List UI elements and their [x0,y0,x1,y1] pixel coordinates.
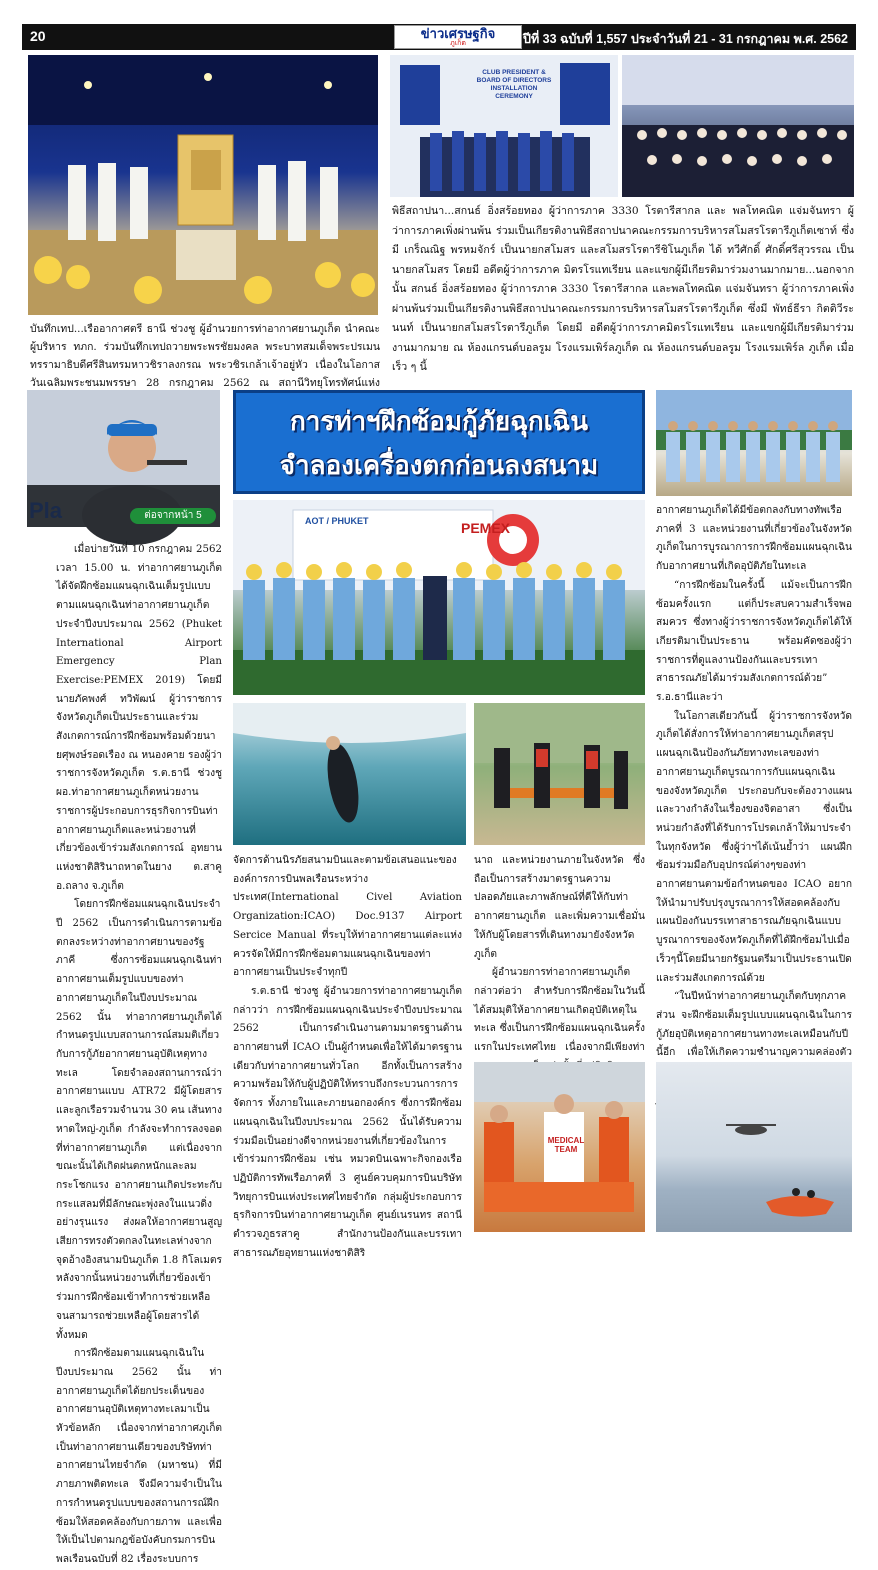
col3-paragraph: ผู้อำนวยการท่าอากาศยานภูเก็ตกล่าวต่อว่า สำหรับการฝึกซ้อมในวันนี้ได้สมมุติให้อากาศยานเกิดอุบัติเหตุในทะเล ซึ่งเป็นการฝึกซ้อมแผนฉุกเฉินครั้งแรกในประเทศไทย เนื่องจากมีเพียงท่า [474,967,645,1054]
col4-paragraph: “ในปีหน้าท่าอากาศยานภูเก็ตกับทุกภาคส่วน จะฝึกซ้อมเต็มรูปแบบแผนฉุกเฉินในการกู้ภัยอุบัติเหตุอากาศยานทางทะเลเหมือนกับปีนี้อีก เพื่อให้เกิดความชำนาญความคล่องตัว [656,991,852,1059]
col1-paragraph: เมื่อบ่ายวันที่ 10 กรกฎาคม 2562 เวลา 15.00 น. ท่าอากาศยานภูเก็ตได้จัดฝึกซ้อมแผนฉุกเฉินเต็มรูปแบบตามแผนฉุกเฉินท่าอากาศยานภูเก็ตประจำปีงบประมาณ 2562 (Phuket International Airport Emergency Plan Exercise:PEMEX 2019) โดยมีนายภัคพงศ์ ทวิพัฒน์ ผู้ว่าราชการจังหวัดภูเก็ตเป็นประธานและร่วมสังเกตการณ์การฝึกซ้อมพร้อมด้วยนายศุพงษ์รอดเรือง ณ หนองคาย รองผู้ว่าราชการจังหวัดภูเก็ต ร.ต.ธานี ช่วงชู ผอ.ท่าอากาศยานภูเก็ตหน่วยงานราชการผู้ประกอบการธุรกิจการบินท่าอากาศยานภูเก็ตและหน่วยงานที่เกี่ยวข้องเข้าร่วมสังเกตการณ์ อุทยานแห่งชาติสิรินาถหาดในยาง ต.สาคู อ.ถลาง จ.ภูเก็ต [56,544,222,892]
rescue-team-art [656,390,852,496]
article-column-3 [474,852,645,1062]
logo-subtext: ภูเก็ต [450,40,466,47]
rotary-photo-stage [390,55,618,197]
headline-line-1: การท่าฯฝึกซ้อมกู้ภัยฉุกเฉิน [290,407,588,437]
article-column-1 [56,541,222,1565]
rotary-caption-text: พิธีสถาปนา...สกนธ์ อิ่งสร้อยทอง ผู้ว่าการภาค 3330 โรตารีสากล และ พลโทคณิต แจ่มจันทรา ผู้ว่าการภาคเพิ่งผ่านพ้น ร่วมเป็นเกียรติงานพิธีสถาปนาคณะกรรมการบริหารสโมสรโรตารีภูเก็ตเซาท์ ซึ่งมี เกร็ณณิฐ พรหมจักร์ เป็นนายกสโมสร และสโมสรโรตารีชิโนภูเก็ต ได้ ทวีศักดิ์ ศักดิ์ศรีสุวรรณ เป็นนายกสโมสร โดยมี อดีตผู้ว่าการภาค มิตรโรแทเรียน และแขกผู้มีเกียรติมาร่วมงานมากมาย...นอกจากนั้น สกนธ์ อิ่งสร้อยทอง ผู้ว่าการภาค 3330 โรตารีสากล และพลโทคณิต แจ่มจันทรา ผู้ว่าการภาคเพิ่งผ่านพ้นร่วมเป็นเกียรติงานพิธีสถาปนาคณะกรรมการบริหารสโมสรโรตารีภูเก็ต ซึ่งมี พัทธ์ธีรา กิตติวีระนนท์ เป็นนายกสโมสรโรตารีภูเก็ต โดยมี อดีตผู้ว่าการภาคมิตรโรแทเรียน และแขกผู้มีเกียรติมาร่วมงานมากมาย ณ ห้องแกรนด์บอลรูม โรงแรมเพิร์ลภูเก็ต ณ ห้องแกรนด์บอลรูม โรงแรมเพิร์ล ภูเก็ต เมื่อเร็ว ๆ นี้ [392,205,854,373]
ceremony-caption-text: บันทึกเทป...เรืออากาศตรี ธานี ช่วงชู ผู้อำนวยการท่าอากาศยานภูเก็ต นำคณะผู้บริหาร ทภก. ร่วมบันทึกเทปถวายพระพรชัยมงคล พระบาทสมเด็จพระปรเมนทรรามาธิบดีศรีสินทรมหาวชิราลงกรณ พระวชิรเกล้าเจ้าอยู่หัว เนื่องในโอกาสวันเฉลิมพระชนมพรรษา 28 กรกฎาคม 2562 ณ สถานีวิทยุโทรทัศน์แห่ง [30,323,380,389]
stretcher-photo [474,703,645,845]
continue-tag [130,508,216,524]
col2-paragraph: ร.ต.ธานี ช่วงชู ผู้อำนวยการท่าอากาศยานภูเก็ตกล่าวว่า การฝึกซ้อมแผนฉุกเฉินประจำปีงบประมาณ 2562 เป็นการดำเนินงานตามมาตรฐานด้านอากาศยานที่ ICAO เป็นผู้กำหนดเพื่อให้ได้มาตรฐานเดียวกับท่าอากาศยานทั่วโลก อีกทั้งเป็นการสร้างความพร้อมให้กับผู้ปฏิบัติให้ทราบถึงกระบวนการการจัดการ ทั้งภายในและภายนอกองค์กร ซึ่งการฝึกซ้อมแผนฉุกเฉินในปีงบประมาณ 2562 นั้นได้รับความร่วมมือเป็นอย่างดีจากหน่วยงานที่เกี่ยวข้องในการเข้าร่วมการฝึกซ้อม เช่น หมวดบินเฉพาะกิจกองเรือปฏิบัติการทัพเรือภาคที่ 3 ศูนย์ควบคุมการบินบริษัทวิทยุการบินแห่งประเทศไทยจำกัด กลุ่มผู้ประกอบการธุรกิจการบินท่าอากาศยานภูเก็ต ศูนย์เนรนทร สถานีตำรวจภูธรสาคู สำนักงานป้องกันและบรรเทาสาธารณภัยอุทยานแห่งชาติสิริ [233,985,462,1259]
stage-sign: CLUB PRESIDENT & BOARD OF DIRECTORS INSTALLATION CEREMONY [476,69,552,100]
diver-photo [233,703,466,845]
page-header [22,24,856,50]
col3-paragraph: นาถ และหน่วยงานภายในจังหวัด ซึ่งถือเป็นการสร้างมาตรฐานความปลอดภัยและภาพลักษณ์ที่ดีให้กับท่าอากาศยานภูเก็ต และเพิ่มความเชื่อมั่นให้กับผู้โดยสารที่เดินทางมายังจังหวัดภูเก็ต [474,855,645,960]
diver-art [233,703,466,845]
col4-paragraph: อากาศยานภูเก็ตได้มีข้อตกลงกับทางทัพเรือภาคที่ 3 และหน่วยงานที่เกี่ยวข้องในจังหวัดภูเก็ตในการบูรณาการการฝึกซ้อมแผนฉุกเฉินกับอากาศยานที่เกิดอุบัติภัยในทะเล [656,505,852,573]
article-column-4 [656,502,852,1059]
rotary-group-art [622,55,854,197]
medical-vest-text: MEDICAL TEAM [547,1136,585,1154]
wall-text: Pla [29,498,63,523]
col2-paragraph: จัดการด้านนิรภัยสนามบินและตามข้อเสนอแนะขององค์การการบินพลเรือนระหว่างประเทศ(International Civel Aviation Organization:ICAO) Doc.9137 Airport Sercice Manual ที่ระบุให้ท่าอากาศยานแต่ละแห่งควรจัดให้มีการฝึกซ้อมตามแผนฉุกเฉินของท่าอากาศยานเป็นประจำทุกปี [233,855,462,979]
headline-banner [233,390,645,494]
pemex-banner: PEMEX [461,520,511,536]
aot-logo: AOT / PHUKET [305,516,369,526]
col4-paragraph: ในโอกาสเดียวกันนี้ ผู้ว่าราชการจังหวัดภูเก็ตได้สั่งการให้ท่าอากาศยานภูเก็ตสรุปแผนฉุกเฉินป้องกันภัยทางทะเลของท่าอากาศยานภูเก็ตบูรณาการกับแผนฉุกเฉินของจังหวัดภูเก็ต ประกอบกับจะต้องวางแผนและวางกำลังในเรื่องของจิตอาสา ซึ่งเป็นหน่วยกำลังที่ได้รับการโปรดเกล้าให้มาประจำในทุกจังหวัด ซึ่งผู้ว่าฯได้เน้นย้ำว่า แผนฝึกซ้อมร่วมมือกับอุปกรณ์ต่างๆของท่าอากาศยานตามข้อกำหนดของ ICAO อยากให้นำมาปรับปรุงบูรณาการให้สอดคล้องกับแผนป้องกันบรรเทาสาธารณภัยฉุกเฉินแบบบูรณาการของจังหวัดภูเก็ตที่ได้ฝึกซ้อมไปเมื่อเร็วๆนี้โดยมีนายกรัฐมนตรีมาเป็นประธานเปิด และร่วมสังเกตการณ์ด้วย [656,710,852,984]
newspaper-logo [394,25,522,49]
ceremony-photo-art [28,55,378,315]
col1-paragraph: โดยการฝึกซ้อมแผนฉุกเฉินประจำปี 2562 เป็นการดำเนินการตามข้อตกลงระหว่างท่าอากาศยานของรัฐภาคี ซึ่งการซ้อมแผนฉุกเฉินท่าอากาศยานเต็มรูปแบบของท่าอากาศยานภูเก็ตในปีงบประมาณ 2562 นั้น ท่าอากาศยานภูเก็ตได้กำหนดรูปแบบสถานการณ์สมมติเกี่ยวกับการกู้ภัยอากาศยานอุบัติเหตุทางทะเล โดยจำลองสถานการณ์ว่า อากาศยานแบบ ATR72 มีผู้โดยสารและลูกเรือรวมจำนวน 30 คน เส้นทางหาดใหญ่-ภูเก็ต กำลังจะทำการลงจอดที่ท่าอากาศยานภูเก็ต แต่เนื่องจากขณะนั้นได้เกิดฝนตกหนักและลมกระโชกแรง อากาศยานเกิดประทะกับกระแสลมที่มีลักษณะพุ่งลงในแนวดิ่งอย่างรุนแรง ส่งผลให้อากาศยานสูญเสียการทรงตัวตกลงในทะเลห่างจากจุดอ้างอิงสนามบินภูเก็ต 1.8 กิโลเมตร หลังจากนั้นหน่วยงานที่เกี่ยวข้องเข้าร่วมการฝึกซ้อมเข้าทำการช่วยเหลือจนสามารถช่วยเหลือผู้โดยสารได้ทั้งหมด [56,899,222,1341]
ceremony-photo [28,55,378,315]
page-number: 20 [30,28,46,44]
governor-portrait [27,390,220,527]
headline-line-2: จำลองเครื่องตกก่อนลงสนาม [279,451,599,481]
col4-paragraph: “การฝึกซ้อมในครั้งนี้ แม้จะเป็นการฝึกซ้อมครั้งแรก แต่ก็ประสบความสำเร็จพอสมควร ซึ่งทางผู้ว่าราชการจังหวัดภูเก็ตได้ให้เกียรติมาเป็นประธาน พร้อมคัดซองผู้ว่าราชการที่ดูแลงานป้องกันและบรรเทาสาธารณภัยได้มาร่วมสังเกตการณ์ด้วย” ร.อ.ธานีและว่า [656,579,852,704]
pemex-group-photo [233,500,645,695]
rotary-photo-group [622,55,854,197]
helicopter-sea-photo [656,1062,852,1232]
article-column-2 [233,852,462,1259]
helicopter-sea-art [656,1062,852,1232]
pemex-group-art [233,500,645,695]
logo-text: ข่าวเศรษฐกิจ [420,26,496,41]
continue-tag-text: ต่อจากหน้า 5 [144,510,202,521]
rotary-caption [392,202,854,377]
issue-line: ปีที่ 33 ฉบับที่ 1,557 ประจำวันที่ 21 - 31 กรกฎาคม พ.ศ. 2562 [523,32,848,46]
stretcher-art [474,703,645,845]
ceremony-caption [30,320,380,389]
medical-team-photo [474,1062,645,1232]
col1-paragraph: การฝึกซ้อมตามแผนฉุกเฉินในปีงบประมาณ 2562 นั้น ท่าอากาศยานภูเก็ตได้ยกประเด็นของอากาศยานอุบัติเหตุทางทะเลมาเป็นหัวข้อหลัก เนื่องจากท่าอากาศภูเก็ตเป็นท่าอากาศยานเดียวของบริษัทท่าอากาศยานไทยจำกัด (มหาชน) ที่มีภายภาพติดทะเล จึงมีความจำเป็นในการกำหนดรูปแบบของสถานการณ์ฝึกซ้อมให้สอดคล้องกับกายภาพ และเพื่อให้เป็นไปตามกฎข้อบังคับกรมการบินพลเรือนฉบับที่ 82 เรื่องระบบการ [56,1348,222,1565]
rescue-team-photo [656,390,852,496]
